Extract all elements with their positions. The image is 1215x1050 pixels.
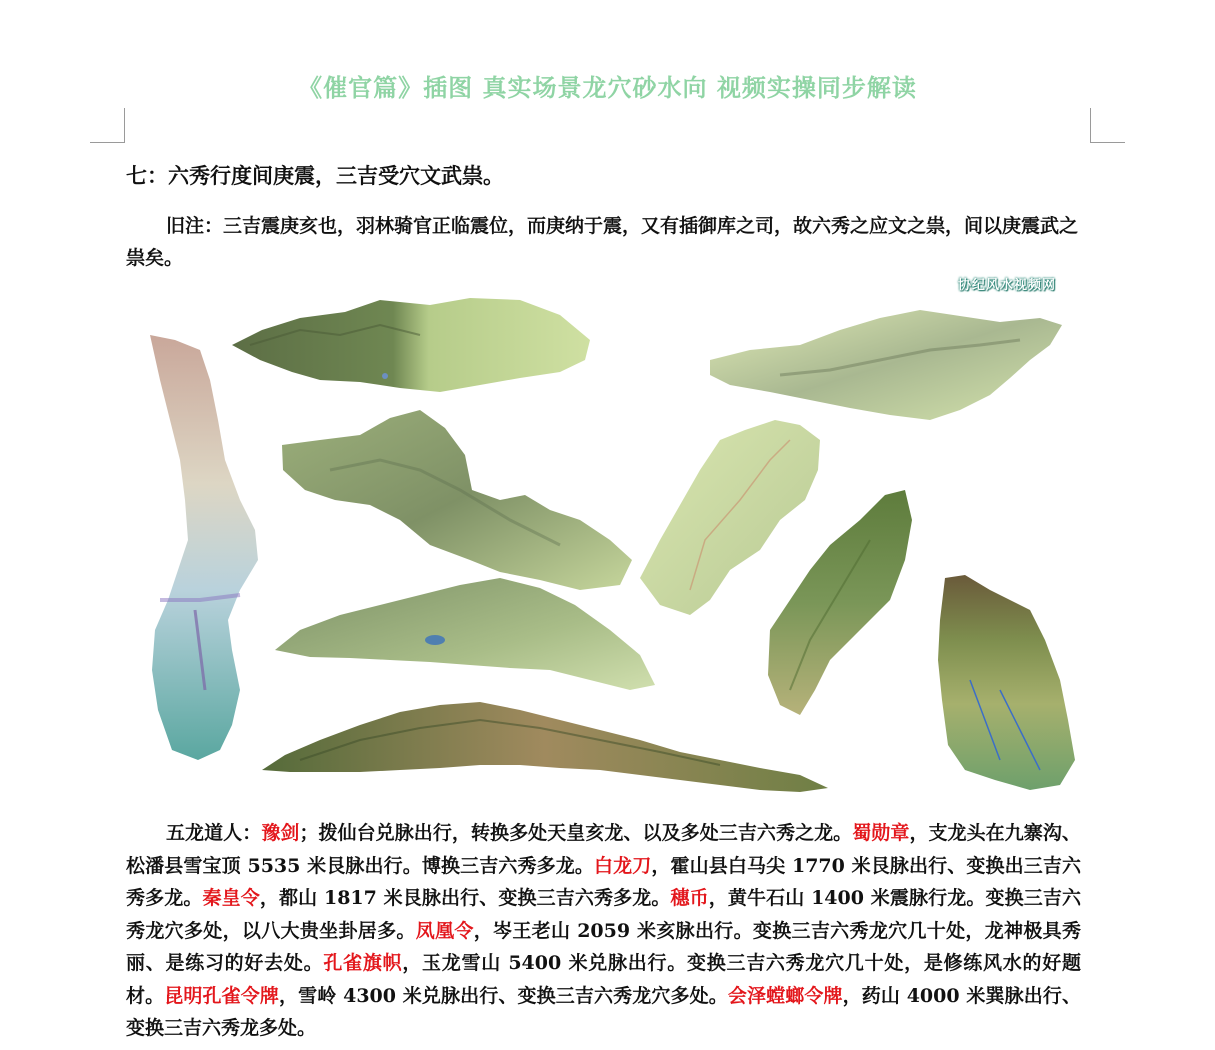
paragraph-text: ，黄牛石山 1400 米震脉行龙。变换三吉六秀龙穴多处，以八大贵坐卦居多。	[126, 887, 1081, 942]
highlight-term: 凤凰令	[415, 919, 474, 942]
paragraph-text: ，玉龙雪山 5400 米兑脉出行。变换三吉六秀龙穴几十处，是修练风水的好题材。	[126, 952, 1081, 1007]
terrain-map-7	[150, 335, 258, 760]
body-paragraph	[126, 817, 1081, 1045]
paragraph-text: ，岑王老山 2059 米亥脉出行。变换三吉六秀龙穴几十处，龙神极具秀丽、是练习的好去处。	[126, 919, 1081, 974]
highlight-term: 蜀勋章	[852, 822, 910, 844]
highlight-term: 豫剑	[261, 822, 300, 844]
paragraph-text: 五龙道人：	[166, 822, 262, 844]
terrain-map-4	[640, 420, 820, 615]
terrain-map-1	[232, 298, 590, 392]
paragraph-text: ，都山 1817 米艮脉出行、变换三吉六秀多龙。	[259, 887, 671, 909]
page-header-title: 《催官篇》插图 真实场景龙穴砂水向 视频实操同步解读	[298, 73, 917, 102]
section-heading: 七：六秀行度间庚震，三吉受穴文武祟。	[126, 163, 504, 188]
old-annotation: 旧注：三吉震庚亥也，羽林骑官正临震位，而庚纳于震，又有插御库之司，故六秀之应文之祟，间以庚震武之祟矣。	[126, 215, 1079, 269]
terrain-map-6	[938, 575, 1075, 790]
paragraph-text: ，雪岭 4300 米兑脉出行、变换三吉六秀龙穴多处。	[279, 984, 728, 1007]
highlight-term: 昆明孔雀令牌	[164, 984, 279, 1007]
highlight-term: 孔雀旗帜	[323, 952, 403, 974]
paragraph-text: ，药山 4000 米巽脉出行、变换三吉六秀龙多处。	[126, 984, 1081, 1039]
highlight-term: 穗币	[670, 887, 709, 909]
paragraph-text: ，支龙头在九寨沟、松潘县雪宝顶 5535 米艮脉出行。博换三吉六秀多龙。	[126, 822, 1081, 877]
terrain-map-5	[768, 490, 912, 715]
highlight-term: 秦皇令	[202, 887, 260, 909]
terrain-map-2	[710, 310, 1062, 420]
terrain-map-3	[282, 410, 632, 590]
highlight-term: 会泽螳螂令牌	[727, 984, 843, 1007]
paragraph-text: ；拨仙台兑脉出行，转换多处天皇亥龙、以及多处三吉六秀之龙。	[299, 822, 853, 844]
paragraph-text: ，霍山县白马尖 1770 米艮脉出行、变换出三吉六秀多龙。	[126, 854, 1081, 909]
watermark: 协纪风水视频网	[958, 278, 1057, 293]
highlight-term: 白龙刀	[593, 854, 652, 877]
terrain-map-9	[262, 702, 828, 792]
terrain-map-8	[275, 578, 655, 690]
